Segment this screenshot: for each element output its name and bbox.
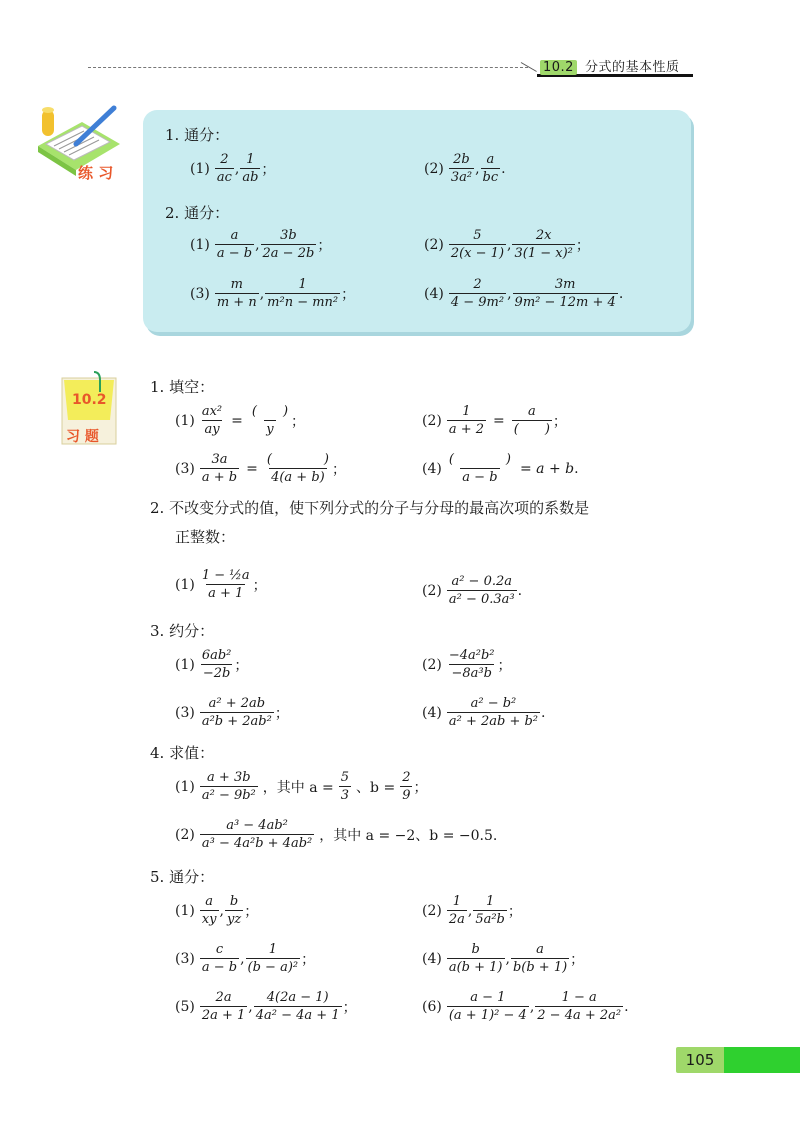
exercise-3-item-3: (3) $\frac{\text{a² + 2ab}}{\text{a²b + 2ab²}}$ ； [175,696,289,729]
exercise-2-item-1: (1) $\frac{\text{1 − ½a}}{a + 1}$ ； [175,568,267,601]
exercise-5-item-5: (5) $\frac{2a}{2a + 1}$ , $\frac{4(2a - 1)}{\text{4a² − 4a + 1}}$ ； [175,990,357,1023]
exercise-3-title: 3. 约分： [150,622,215,640]
exercise-2-item-2: (2) $\frac{\text{a² − 0.2a}}{\text{a² − 0.3a³}}$ . [422,574,523,607]
exercise-2-title-cont: 正整数： [175,528,236,546]
exercise-4-item-1: (1) $\frac{a + 3b}{\text{a² − 9b²}}$ ，其中 a = $\frac{5}{3}$ 、b = $\frac{2}{9}$ ； [175,770,428,803]
exercise-card-icon [58,370,120,448]
exercise-3-item-1: (1) $\frac{\text{6ab²}}{-2b}$ ； [175,648,249,681]
practice-2-item-3: (3) $\frac{m}{m + n}$ , $\frac{1}{\text{m²n − mn²}}$ ； [190,277,356,310]
practice-1-title: 1. 通分： [165,126,230,144]
exercise-5-item-1: (1) $\frac{a}{xy}$ , $\frac{b}{yz}$ ； [175,894,259,927]
practice-2-item-1: (1) $\frac{a}{a - b}$ , $\frac{3b}{2a - 2b}$ ； [190,228,332,261]
exercise-5-item-3: (3) $\frac{c}{a - b}$ , $\frac{1}{\text{(b − a)²}}$ ； [175,942,316,975]
practice-2-title: 2. 通分： [165,204,230,222]
page-number: 105 [676,1047,724,1073]
header-dashed-rule [88,67,528,68]
exercise-1-item-3: (3) $\frac{3a}{a + b}$ = $\frac{( )}{4(a + b)}$ ； [175,452,346,485]
section-title: 分式的基本性质 [584,60,680,75]
exercise-5-item-4: (4) $\frac{b}{a(b + 1)}$ , $\frac{a}{b(b + 1)}$ ； [422,942,585,975]
practice-1-item-2: (2) $\frac{2b}{\text{3a²}}$ , $\frac{a}{bc}$ . [424,152,506,185]
practice-notebook-icon [34,100,124,190]
practice-2-item-4: (4) $\frac{2}{\text{4 − 9m²}}$ , $\frac{3m}{\text{9m² − 12m + 4}}$ . [424,277,624,310]
practice-2-item-2: (2) $\frac{5}{2(x - 1)}$ , $\frac{2x}{\text{3(1 − x)²}}$ ； [424,228,590,261]
exercise-2-title: 2. 不改变分式的值，使下列分式的分子与分母的最高次项的系数是 [150,499,590,517]
practice-1-item-1: (1) $\frac{2}{ac}$ , $\frac{1}{ab}$ ； [190,152,276,185]
exercise-5-item-6: (6) $\frac{a - 1}{\text{(a + 1)² − 4}}$ , $\frac{1 - a}{\text{2 − 4a + 2a²}}$ . [422,990,629,1023]
exercise-4-item-2: (2) $\frac{\text{a³ − 4ab²}}{\text{a³ − 4a²b + 4ab²}}$ ，其中 a = −2、b = −0.5. [175,818,498,851]
exercise-1-item-1: (1) $\frac{\text{ax²}}{ay}$ = $\frac{( )}{y}$ ； [175,404,306,437]
exercise-number: 10.2 [72,392,107,408]
exercise-3-item-2: (2) $\frac{\text{−4a²b²}}{\text{−8a³b}}$ ； [422,648,512,681]
exercise-5-title: 5. 通分： [150,868,215,886]
exercise-4-title: 4. 求值： [150,744,215,762]
practice-label: 练 习 [78,164,114,182]
exercise-3-item-4: (4) $\frac{\text{a² − b²}}{\text{a² + 2ab + b²}}$ . [422,696,546,729]
page-number-bar [724,1047,800,1073]
exercise-label: 习 题 [66,429,99,445]
section-number: 10.2 [540,60,577,75]
exercise-5-item-2: (2) $\frac{1}{2a}$ , $\frac{1}{\text{5a²b}}$ ； [422,894,522,927]
section-header [540,56,679,75]
exercise-1-title: 1. 填空： [150,378,215,396]
exercise-1-item-2: (2) $\frac{1}{a + 2}$ = $\frac{a}{( )}$ ； [422,404,567,437]
exercise-1-item-4: (4) $\frac{( )}{a - b}$ = a + b . [422,452,579,485]
